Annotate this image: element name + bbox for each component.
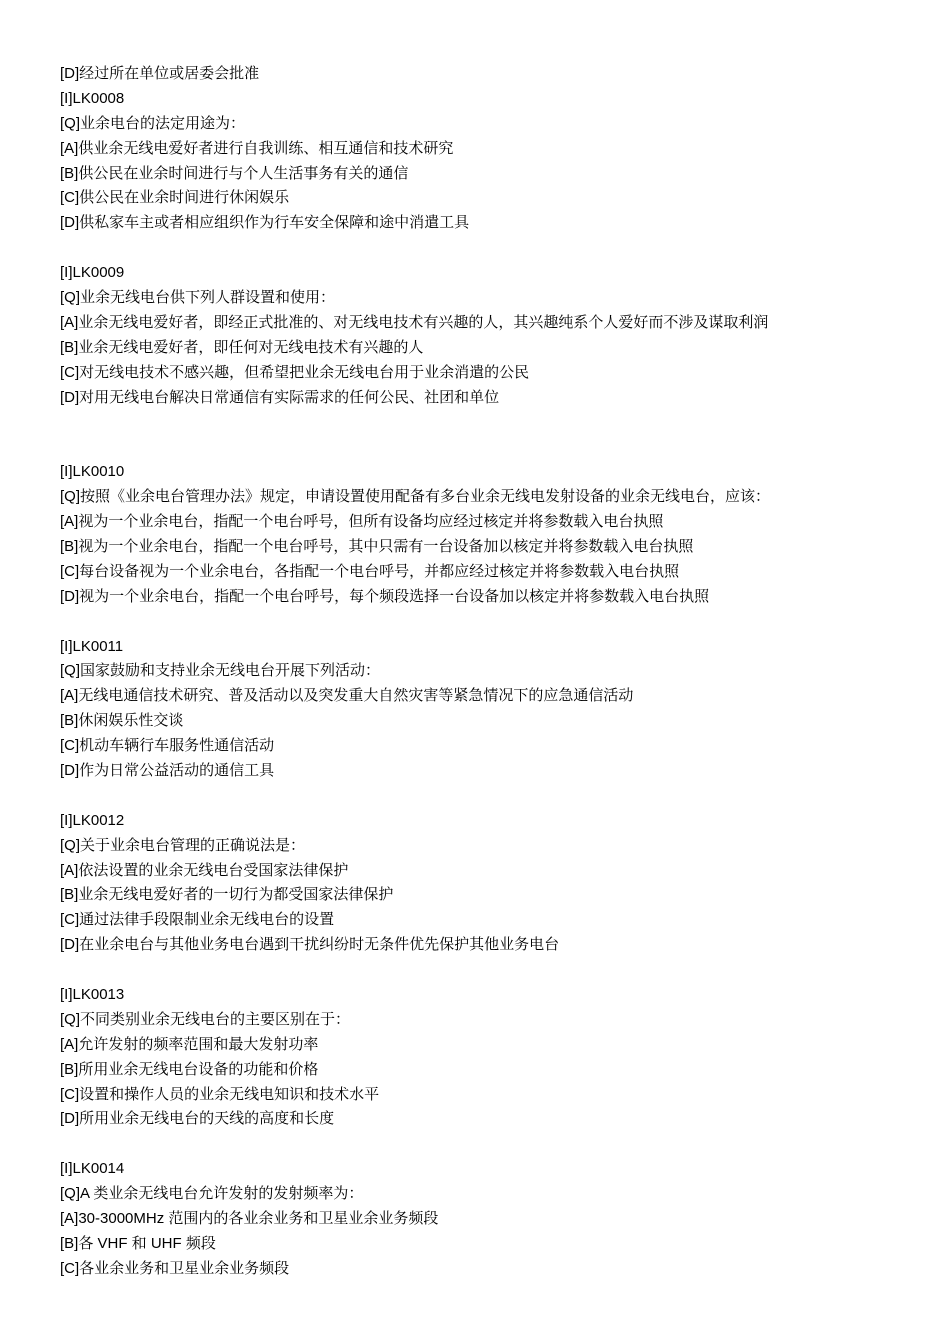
- answer-a: [A]依法设置的业余无线电台受国家法律保护: [60, 861, 349, 879]
- answer-d: [D]对用无线电台解决日常通信有实际需求的任何公民、社团和单位: [60, 388, 500, 406]
- answer-b: [B]各 VHF 和 UHF 频段: [60, 1234, 216, 1252]
- answer-a: [A]允许发射的频率范围和最大发射功率: [60, 1035, 319, 1053]
- spacer: [60, 236, 920, 261]
- answer-b: [B]所用业余无线电台设备的功能和价格: [60, 1060, 319, 1078]
- question-text: [Q]国家鼓励和支持业余无线电台开展下列活动：: [60, 662, 381, 680]
- answer-a: [A]视为一个业余电台，指配一个电台呼号，但所有设备均应经过核定并将参数载入电台执照: [60, 513, 664, 531]
- answer-d-line: [D]经过所在单位或居委会批准: [60, 65, 260, 82]
- question-text: [Q]关于业余电台管理的正确说法是：: [60, 836, 306, 854]
- answer-d: [D]所用业余无线电台的天线的高度和长度: [60, 1110, 335, 1128]
- question-text: [Q]业余电台的法定用途为：: [60, 114, 246, 132]
- answer-c: [C]通过法律手段限制业余无线电台的设置: [60, 911, 335, 929]
- answer-c: [C]每台设备视为一个业余电台，各指配一个电台呼号，并都应经过核定并将参数载入电台执照: [60, 562, 680, 580]
- answer-b: [B]业余无线电爱好者，即任何对无线电技术有兴趣的人: [60, 338, 424, 356]
- question-id: [I]LK0013: [60, 985, 125, 1003]
- question-text: [Q]业余无线电台供下列人群设置和使用：: [60, 289, 336, 307]
- question-id: [I]LK0008: [60, 89, 125, 107]
- answer-b: [B]休闲娱乐性交谈: [60, 712, 184, 730]
- spacer: [60, 610, 920, 635]
- spacer: [60, 410, 920, 460]
- answer-b: [B]业余无线电爱好者的一切行为都受国家法律保护: [60, 886, 394, 904]
- question-text: [Q]不同类别业余无线电台的主要区别在于：: [60, 1010, 351, 1028]
- question-id: [I]LK0014: [60, 1160, 125, 1178]
- question-id: [I]LK0009: [60, 264, 125, 282]
- question-id: [I]LK0011: [60, 637, 124, 655]
- spacer: [60, 958, 920, 983]
- answer-a: [A]30-3000MHz 范围内的各业余业务和卫星业余业务频段: [60, 1209, 439, 1227]
- answer-d: [D]供私家车主或者相应组织作为行车安全保障和途中消遣工具: [60, 214, 470, 232]
- answer-a: [A]供业余无线电爱好者进行自我训练、相互通信和技术研究: [60, 139, 454, 157]
- question-id: [I]LK0012: [60, 811, 125, 829]
- answer-c: [C]对无线电技术不感兴趣，但希望把业余无线电台用于业余消遣的公民: [60, 363, 530, 381]
- answer-d: [D]作为日常公益活动的通信工具: [60, 761, 275, 779]
- answer-d: [D]视为一个业余电台，指配一个电台呼号，每个频段选择一台设备加以核定并将参数载入电台执照: [60, 587, 710, 605]
- answer-d: [D]在业余电台与其他业务电台遇到干扰纠纷时无条件优先保护其他业务电台: [60, 936, 560, 954]
- answer-b: [B]供公民在业余时间进行与个人生活事务有关的通信: [60, 164, 409, 182]
- answer-b: [B]视为一个业余电台，指配一个电台呼号，其中只需有一台设备加以核定并将参数载入电台执照: [60, 537, 694, 555]
- question-id: [I]LK0010: [60, 463, 125, 481]
- answer-a: [A]业余无线电爱好者，即经正式批准的、对无线电技术有兴趣的人，其兴趣纯系个人爱好而不涉及谋取利润: [60, 313, 769, 331]
- answer-c: [C]设置和操作人员的业余无线电知识和技术水平: [60, 1085, 380, 1103]
- question-text: [Q]A 类业余无线电台允许发射的发射频率为：: [60, 1185, 364, 1203]
- document-page: [60, 62, 920, 1282]
- answer-c: [C]机动车辆行车服务性通信活动: [60, 737, 275, 755]
- answer-c: [C]各业余业务和卫星业余业务频段: [60, 1259, 290, 1277]
- answer-c: [C]供公民在业余时间进行休闲娱乐: [60, 189, 290, 207]
- spacer: [60, 1132, 920, 1157]
- question-text: [Q]按照《业余电台管理办法》规定，申请设置使用配备有多台业余无线电发射设备的业余无线电台，应该：: [60, 488, 771, 506]
- answer-a: [A]无线电通信技术研究、普及活动以及突发重大自然灾害等紧急情况下的应急通信活动: [60, 687, 634, 705]
- spacer: [60, 784, 920, 809]
